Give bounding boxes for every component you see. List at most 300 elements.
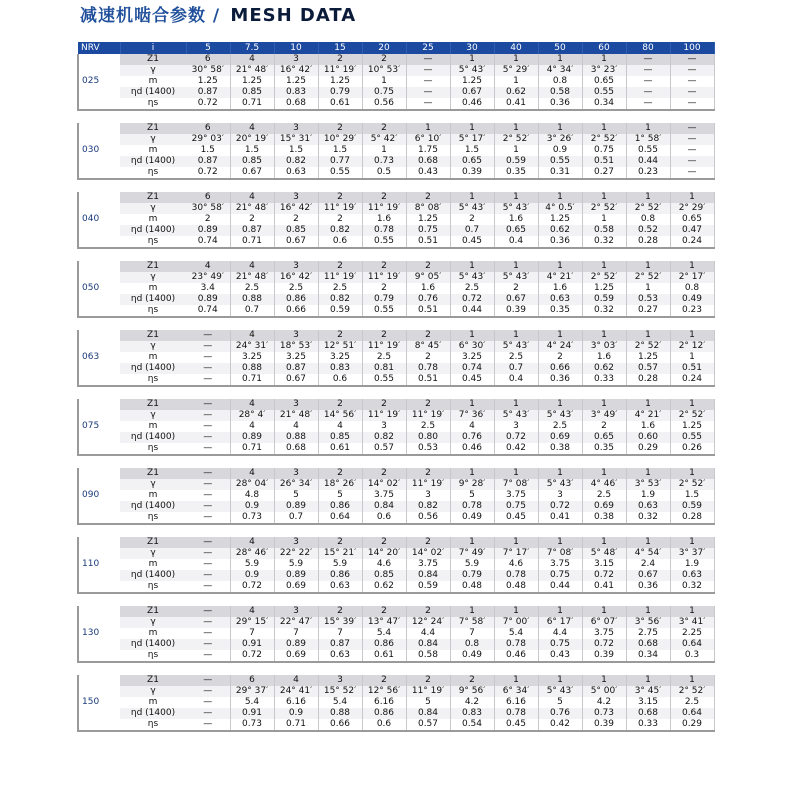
value-cell: 0.58 <box>538 87 582 98</box>
row-label-cell: γ <box>120 548 186 559</box>
value-cell: 1 <box>582 606 626 617</box>
value-cell: 1 <box>670 352 714 363</box>
value-cell: 2 <box>494 283 538 294</box>
value-cell: 21° 48′ <box>274 410 318 421</box>
table-row-eta-s-row <box>78 443 714 455</box>
table-row-gamma-row <box>78 65 714 76</box>
group-spacer-cell <box>78 455 714 468</box>
value-cell: — <box>626 65 670 76</box>
value-cell: 4.6 <box>494 559 538 570</box>
value-cell: — <box>406 98 450 110</box>
group-spacer <box>78 524 714 537</box>
value-cell: 5.9 <box>318 559 362 570</box>
value-cell: 0.34 <box>582 98 626 110</box>
value-cell: 0.76 <box>450 432 494 443</box>
value-cell: 0.7 <box>230 305 274 317</box>
value-cell: 2 <box>318 261 362 272</box>
value-cell: 2° 52′ <box>670 686 714 697</box>
table-row-eta-s-row <box>78 650 714 662</box>
value-cell: 4° 46′ <box>582 479 626 490</box>
value-cell: 1 <box>362 145 406 156</box>
table-row-z1-row <box>78 123 714 134</box>
value-cell: 2 <box>362 54 406 65</box>
row-label-cell: γ <box>120 272 186 283</box>
row-label-cell: ηs <box>120 98 186 110</box>
value-cell: 1 <box>494 123 538 134</box>
value-cell: 1 <box>450 123 494 134</box>
value-cell: 3° 26′ <box>538 134 582 145</box>
value-cell: 3.15 <box>582 559 626 570</box>
value-cell: 0.58 <box>406 650 450 662</box>
value-cell: 0.85 <box>274 225 318 236</box>
row-label-cell: Z1 <box>120 675 186 686</box>
value-cell: 3 <box>494 421 538 432</box>
value-cell: 0.29 <box>626 443 670 455</box>
value-cell: 0.53 <box>406 443 450 455</box>
header-ratio: 40 <box>494 42 538 54</box>
value-cell: 0.6 <box>362 512 406 524</box>
value-cell: 2 <box>362 283 406 294</box>
value-cell: 4.4 <box>538 628 582 639</box>
value-cell: 1 <box>670 675 714 686</box>
value-cell: — <box>186 410 230 421</box>
value-cell: 2 <box>362 261 406 272</box>
header-nrv: NRV <box>78 42 120 54</box>
value-cell: 5° 43′ <box>538 479 582 490</box>
value-cell: 28° 46′ <box>230 548 274 559</box>
value-cell: 2° 52′ <box>626 341 670 352</box>
value-cell: 0.75 <box>582 145 626 156</box>
value-cell: 1 <box>538 330 582 341</box>
value-cell: 1 <box>450 537 494 548</box>
value-cell: — <box>670 54 714 65</box>
value-cell: 1 <box>582 54 626 65</box>
value-cell: 0.27 <box>626 305 670 317</box>
value-cell: 4° 34′ <box>538 65 582 76</box>
value-cell: 0.71 <box>230 236 274 248</box>
value-cell: 7° 49′ <box>450 548 494 559</box>
value-cell: 1.25 <box>670 421 714 432</box>
row-label-cell: ηd (1400) <box>120 570 186 581</box>
value-cell: 1 <box>582 214 626 225</box>
value-cell: 4° 21′ <box>626 410 670 421</box>
value-cell: 1 <box>670 399 714 410</box>
value-cell: 3.25 <box>450 352 494 363</box>
value-cell: 0.67 <box>626 570 670 581</box>
value-cell: 2 <box>318 399 362 410</box>
value-cell: 1 <box>450 606 494 617</box>
row-label-cell: m <box>120 628 186 639</box>
value-cell: 0.78 <box>494 708 538 719</box>
value-cell: 1 <box>626 537 670 548</box>
table-row-z1-row <box>78 192 714 203</box>
value-cell: 11° 19′ <box>362 410 406 421</box>
value-cell: 6° 07′ <box>582 617 626 628</box>
value-cell: 0.68 <box>274 98 318 110</box>
value-cell: 0.46 <box>450 443 494 455</box>
value-cell: — <box>186 479 230 490</box>
value-cell: 1 <box>494 192 538 203</box>
value-cell: 0.51 <box>406 236 450 248</box>
value-cell: 22° 47′ <box>274 617 318 628</box>
table-body <box>78 54 714 731</box>
value-cell: 8° 08′ <box>406 203 450 214</box>
value-cell: 3 <box>274 192 318 203</box>
value-cell: 0.9 <box>538 145 582 156</box>
value-cell: 0.36 <box>626 581 670 593</box>
value-cell: 1 <box>670 468 714 479</box>
value-cell: — <box>406 87 450 98</box>
value-cell: — <box>186 606 230 617</box>
value-cell: 1.9 <box>670 559 714 570</box>
value-cell: — <box>670 123 714 134</box>
row-label-cell: m <box>120 490 186 501</box>
value-cell: 1 <box>494 468 538 479</box>
value-cell: 0.73 <box>230 719 274 731</box>
value-cell: 4 <box>274 675 318 686</box>
value-cell: 9° 28′ <box>450 479 494 490</box>
table-row-eta-s-row <box>78 719 714 731</box>
value-cell: — <box>670 167 714 179</box>
value-cell: 0.28 <box>670 512 714 524</box>
value-cell: 0.9 <box>230 501 274 512</box>
value-cell: 0.49 <box>670 294 714 305</box>
value-cell: 0.62 <box>494 87 538 98</box>
value-cell: 20° 19′ <box>230 134 274 145</box>
value-cell: 1 <box>582 192 626 203</box>
value-cell: 0.84 <box>406 639 450 650</box>
group-spacer-cell <box>78 248 714 261</box>
value-cell: 1° 58′ <box>626 134 670 145</box>
value-cell: 3 <box>274 537 318 548</box>
value-cell: 2 <box>362 123 406 134</box>
value-cell: 5° 00′ <box>582 686 626 697</box>
value-cell: 1.25 <box>318 76 362 87</box>
value-cell: 5° 29′ <box>494 65 538 76</box>
value-cell: 2° 17′ <box>670 272 714 283</box>
value-cell: 0.60 <box>626 432 670 443</box>
value-cell: 0.38 <box>538 443 582 455</box>
value-cell: 4 <box>450 421 494 432</box>
value-cell: 0.85 <box>230 156 274 167</box>
value-cell: 0.7 <box>494 363 538 374</box>
table-row-z1-row <box>78 675 714 686</box>
value-cell: 0.55 <box>582 87 626 98</box>
value-cell: — <box>186 490 230 501</box>
value-cell: 0.69 <box>582 501 626 512</box>
value-cell: — <box>186 501 230 512</box>
value-cell: 5° 43′ <box>450 272 494 283</box>
value-cell: 7° 17′ <box>494 548 538 559</box>
value-cell: 6 <box>186 54 230 65</box>
group-spacer <box>78 662 714 675</box>
value-cell: 1.25 <box>274 76 318 87</box>
value-cell: 21° 48′ <box>230 272 274 283</box>
value-cell: 3.75 <box>494 490 538 501</box>
value-cell: 6 <box>186 192 230 203</box>
value-cell: 0.72 <box>230 581 274 593</box>
row-label-cell: Z1 <box>120 468 186 479</box>
row-label-cell: ηd (1400) <box>120 225 186 236</box>
value-cell: 1 <box>450 399 494 410</box>
row-label-cell: Z1 <box>120 330 186 341</box>
value-cell: 0.72 <box>450 294 494 305</box>
table-row-z1-row <box>78 54 714 65</box>
row-label-cell: ηs <box>120 305 186 317</box>
value-cell: 0.8 <box>450 639 494 650</box>
value-cell: 2 <box>186 214 230 225</box>
value-cell: 5 <box>538 697 582 708</box>
value-cell: 0.65 <box>494 225 538 236</box>
value-cell: 1.9 <box>626 490 670 501</box>
value-cell: 2 <box>274 214 318 225</box>
row-label-cell: ηd (1400) <box>120 294 186 305</box>
value-cell: 0.86 <box>318 501 362 512</box>
group-spacer-cell <box>78 179 714 192</box>
value-cell: 14° 56′ <box>318 410 362 421</box>
value-cell: 1 <box>450 468 494 479</box>
value-cell: 0.38 <box>582 512 626 524</box>
value-cell: 14° 02′ <box>406 548 450 559</box>
value-cell: 1 <box>494 76 538 87</box>
value-cell: 0.72 <box>582 570 626 581</box>
value-cell: 6° 17′ <box>538 617 582 628</box>
value-cell: 0.45 <box>494 512 538 524</box>
value-cell: — <box>406 76 450 87</box>
row-label-cell: ηs <box>120 581 186 593</box>
value-cell: — <box>186 697 230 708</box>
value-cell: 4 <box>318 421 362 432</box>
value-cell: 11° 19′ <box>318 203 362 214</box>
value-cell: 0.68 <box>406 156 450 167</box>
value-cell: 0.78 <box>406 363 450 374</box>
value-cell: 2° 52′ <box>582 272 626 283</box>
value-cell: 1.6 <box>406 283 450 294</box>
value-cell: 4.4 <box>406 628 450 639</box>
value-cell: 3 <box>274 261 318 272</box>
table-row-eta-d-row <box>78 87 714 98</box>
value-cell: 0.28 <box>626 236 670 248</box>
value-cell: 5.4 <box>362 628 406 639</box>
value-cell: 5.9 <box>274 559 318 570</box>
value-cell: 0.44 <box>538 581 582 593</box>
value-cell: 0.63 <box>274 167 318 179</box>
value-cell: 0.62 <box>582 363 626 374</box>
value-cell: 1.25 <box>582 283 626 294</box>
value-cell: 0.72 <box>582 639 626 650</box>
value-cell: 2.5 <box>450 283 494 294</box>
value-cell: 1.5 <box>274 145 318 156</box>
value-cell: 0.32 <box>582 236 626 248</box>
value-cell: 0.3 <box>670 650 714 662</box>
value-cell: 1 <box>494 537 538 548</box>
value-cell: 1 <box>582 123 626 134</box>
value-cell: 0.87 <box>318 639 362 650</box>
value-cell: 0.43 <box>538 650 582 662</box>
value-cell: 1 <box>670 330 714 341</box>
value-cell: 1 <box>538 468 582 479</box>
row-label-cell: Z1 <box>120 192 186 203</box>
value-cell: 7° 58′ <box>450 617 494 628</box>
value-cell: 24° 31′ <box>230 341 274 352</box>
group-spacer <box>78 317 714 330</box>
value-cell: 1.75 <box>406 145 450 156</box>
value-cell: 1 <box>582 537 626 548</box>
value-cell: 6 <box>230 675 274 686</box>
nrv-size-cell: 090 <box>78 468 120 524</box>
value-cell: 0.62 <box>362 581 406 593</box>
value-cell: 0.23 <box>626 167 670 179</box>
row-label-cell: ηd (1400) <box>120 432 186 443</box>
value-cell: 0.6 <box>362 719 406 731</box>
value-cell: 0.59 <box>494 156 538 167</box>
value-cell: 26° 34′ <box>274 479 318 490</box>
value-cell: 1 <box>538 54 582 65</box>
value-cell: 2 <box>362 468 406 479</box>
table-row-eta-s-row <box>78 98 714 110</box>
value-cell: 0.83 <box>274 87 318 98</box>
value-cell: 0.45 <box>450 374 494 386</box>
value-cell: 8° 45′ <box>406 341 450 352</box>
value-cell: 4° 0.5′ <box>538 203 582 214</box>
value-cell: 0.51 <box>406 374 450 386</box>
value-cell: 1 <box>626 399 670 410</box>
value-cell: 1 <box>626 606 670 617</box>
value-cell: 0.67 <box>230 167 274 179</box>
value-cell: 3° 53′ <box>626 479 670 490</box>
value-cell: 0.51 <box>406 305 450 317</box>
nrv-size-cell: 050 <box>78 261 120 317</box>
value-cell: 3 <box>274 468 318 479</box>
value-cell: 0.39 <box>582 650 626 662</box>
value-cell: — <box>186 512 230 524</box>
table-row-eta-s-row <box>78 512 714 524</box>
value-cell: 2 <box>318 54 362 65</box>
value-cell: 1 <box>538 606 582 617</box>
value-cell: 0.66 <box>538 363 582 374</box>
value-cell: 0.57 <box>362 443 406 455</box>
value-cell: — <box>670 65 714 76</box>
value-cell: 3.4 <box>186 283 230 294</box>
row-label-cell: m <box>120 697 186 708</box>
value-cell: 3.75 <box>582 628 626 639</box>
group-spacer-cell <box>78 317 714 330</box>
value-cell: 4.8 <box>230 490 274 501</box>
table-row-eta-s-row <box>78 581 714 593</box>
table-row-eta-d-row <box>78 156 714 167</box>
value-cell: 0.49 <box>450 512 494 524</box>
value-cell: 1.25 <box>230 76 274 87</box>
value-cell: 2.5 <box>582 490 626 501</box>
value-cell: 0.66 <box>274 305 318 317</box>
value-cell: 2 <box>230 214 274 225</box>
value-cell: 5.4 <box>318 697 362 708</box>
row-label-cell: γ <box>120 203 186 214</box>
value-cell: 1 <box>494 606 538 617</box>
value-cell: 0.76 <box>406 294 450 305</box>
value-cell: 0.78 <box>494 639 538 650</box>
value-cell: 3 <box>274 606 318 617</box>
value-cell: — <box>626 76 670 87</box>
value-cell: 16° 42′ <box>274 203 318 214</box>
value-cell: 1 <box>450 330 494 341</box>
value-cell: 0.59 <box>318 305 362 317</box>
value-cell: 30° 58′ <box>186 65 230 76</box>
table-row-gamma-row <box>78 617 714 628</box>
value-cell: 0.23 <box>670 305 714 317</box>
value-cell: — <box>670 145 714 156</box>
value-cell: 0.55 <box>362 374 406 386</box>
row-label-cell: γ <box>120 686 186 697</box>
value-cell: 0.44 <box>450 305 494 317</box>
value-cell: — <box>186 650 230 662</box>
value-cell: 0.88 <box>274 432 318 443</box>
value-cell: 0.86 <box>318 570 362 581</box>
value-cell: 5 <box>406 697 450 708</box>
value-cell: 4 <box>230 399 274 410</box>
table-row-gamma-row <box>78 341 714 352</box>
value-cell: 0.67 <box>450 87 494 98</box>
row-label-cell: γ <box>120 479 186 490</box>
value-cell: 0.87 <box>186 87 230 98</box>
value-cell: 0.58 <box>582 225 626 236</box>
value-cell: 1 <box>626 283 670 294</box>
value-cell: 1 <box>538 261 582 272</box>
value-cell: 2° 52′ <box>494 134 538 145</box>
value-cell: 0.86 <box>362 708 406 719</box>
value-cell: — <box>186 421 230 432</box>
table-row-m-row <box>78 559 714 570</box>
value-cell: 0.88 <box>230 294 274 305</box>
value-cell: 0.32 <box>626 512 670 524</box>
value-cell: 0.24 <box>670 374 714 386</box>
value-cell: 0.79 <box>362 294 406 305</box>
value-cell: 2° 52′ <box>582 203 626 214</box>
row-label-cell: m <box>120 559 186 570</box>
value-cell: 5° 43′ <box>494 272 538 283</box>
table-row-m-row <box>78 421 714 432</box>
row-label-cell: Z1 <box>120 537 186 548</box>
table-row-z1-row <box>78 261 714 272</box>
table-header-row <box>78 42 714 54</box>
value-cell: 0.84 <box>406 708 450 719</box>
value-cell: 21° 48′ <box>230 65 274 76</box>
value-cell: 0.32 <box>582 305 626 317</box>
value-cell: 2 <box>362 192 406 203</box>
value-cell: 0.41 <box>494 98 538 110</box>
value-cell: 0.36 <box>538 98 582 110</box>
table-row-gamma-row <box>78 479 714 490</box>
value-cell: 0.79 <box>450 570 494 581</box>
value-cell: 5° 43′ <box>450 65 494 76</box>
value-cell: 29° 37′ <box>230 686 274 697</box>
value-cell: — <box>186 443 230 455</box>
value-cell: — <box>186 537 230 548</box>
value-cell: 2.25 <box>670 628 714 639</box>
value-cell: 0.63 <box>318 581 362 593</box>
group-spacer-cell <box>78 110 714 123</box>
value-cell: 0.8 <box>626 214 670 225</box>
value-cell: 15° 52′ <box>318 686 362 697</box>
table-row-eta-d-row <box>78 432 714 443</box>
value-cell: 0.55 <box>362 236 406 248</box>
value-cell: 11° 19′ <box>362 341 406 352</box>
value-cell: 0.55 <box>670 432 714 443</box>
value-cell: — <box>186 468 230 479</box>
value-cell: 0.36 <box>538 374 582 386</box>
value-cell: 29° 15′ <box>230 617 274 628</box>
value-cell: 2 <box>318 123 362 134</box>
